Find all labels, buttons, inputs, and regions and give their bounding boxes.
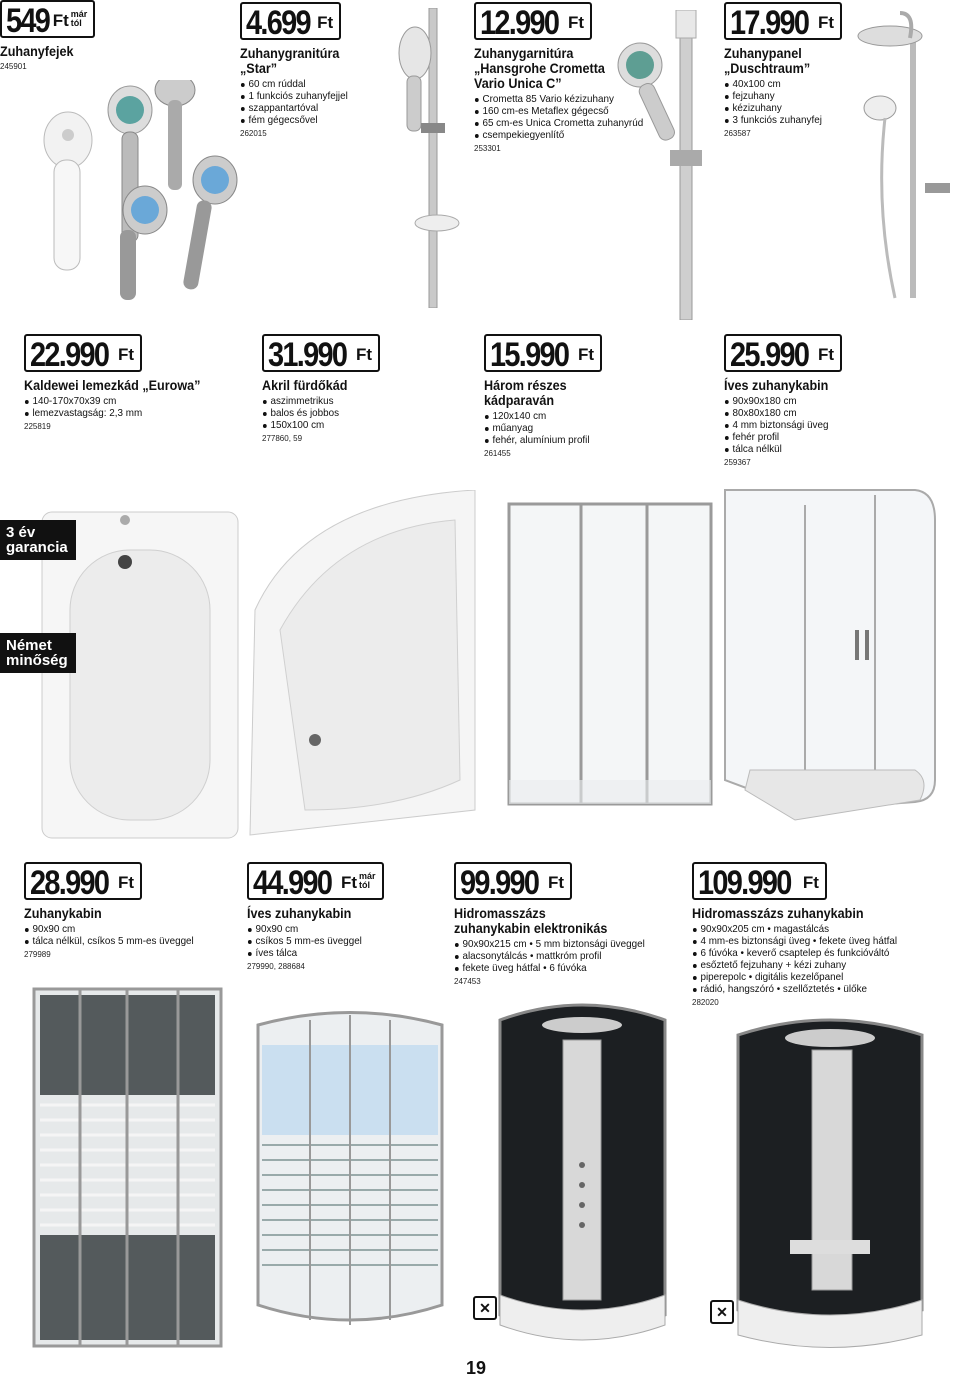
feature-item: lemezvastagság: 2,3 mm bbox=[24, 407, 208, 419]
price-tag bbox=[474, 2, 592, 40]
product-title: Kaldewei lemezkád „Eurowa” bbox=[24, 377, 201, 393]
shower-panel-duschtraum-image bbox=[855, 8, 955, 308]
shower-heads-image bbox=[20, 80, 240, 305]
price-tag bbox=[484, 334, 602, 372]
feature-list bbox=[692, 923, 910, 995]
product-title: Zuhanykabin bbox=[24, 905, 102, 921]
feature-item: 90x90x180 cm bbox=[724, 395, 835, 407]
price-currency: Ft bbox=[818, 13, 835, 32]
feature-list bbox=[240, 78, 355, 126]
price-tag bbox=[692, 862, 827, 900]
feature-item: 80x80x180 cm bbox=[724, 407, 835, 419]
feature-list bbox=[724, 78, 842, 126]
product-code: 262015 bbox=[240, 129, 267, 138]
feature-item: 60 cm rúddal bbox=[240, 78, 348, 90]
feature-list bbox=[454, 938, 657, 974]
product-title: Akril fürdőkád bbox=[262, 377, 348, 393]
price-currency: Ft bbox=[118, 873, 135, 892]
hydromassage-cabin-image bbox=[730, 1010, 930, 1355]
product-zuhanykabin bbox=[24, 862, 205, 960]
product-title: Íves zuhanykabin bbox=[247, 905, 352, 921]
feature-item: 90x90x205 cm • magastálcás bbox=[692, 923, 897, 935]
product-code: 282020 bbox=[692, 998, 719, 1007]
product-zuhanygranitura-star bbox=[240, 2, 355, 139]
feature-item: 90x90 cm bbox=[247, 923, 375, 935]
price-currency: Ft bbox=[52, 11, 69, 30]
page-number: 19 bbox=[466, 1358, 487, 1378]
price-value: 549 bbox=[6, 2, 50, 40]
feature-item: kézizuhany bbox=[724, 102, 835, 114]
product-code: 279989 bbox=[24, 950, 51, 959]
price-tag bbox=[454, 862, 572, 900]
curved-shower-cabin-striped-image bbox=[250, 1005, 450, 1345]
price-tag bbox=[24, 334, 142, 372]
feature-item: 40x100 cm bbox=[724, 78, 835, 90]
product-code: 247453 bbox=[454, 977, 481, 986]
price-tag bbox=[262, 334, 380, 372]
price-value: 4.699 bbox=[246, 4, 310, 42]
price-from-mark: már tól bbox=[70, 9, 88, 28]
price-value: 17.990 bbox=[730, 4, 809, 42]
price-currency: Ft bbox=[578, 345, 595, 364]
price-currency: Ft bbox=[118, 345, 135, 364]
price-value: 25.990 bbox=[730, 336, 809, 374]
product-zuhanyfejek bbox=[0, 0, 95, 72]
product-code: 225819 bbox=[24, 422, 51, 431]
price-currency: Ft bbox=[548, 873, 565, 892]
feature-item: fejzuhany bbox=[724, 90, 835, 102]
feature-item: rádió, hangszóró • szellőztetés • ülőke bbox=[692, 983, 897, 995]
feature-item: fekete üveg hátfal • 6 fúvóka bbox=[454, 962, 645, 974]
price-tag bbox=[724, 2, 842, 40]
feature-item: szappantartóval bbox=[240, 102, 348, 114]
bath-screen-image bbox=[505, 500, 715, 810]
product-title: Három részes kádparaván bbox=[484, 377, 567, 408]
feature-item: piperepolc • digitális kezelőpanel bbox=[692, 971, 897, 983]
feature-item: 4 mm-es biztonsági üveg • fekete üveg hátfal bbox=[692, 935, 897, 947]
feature-item: aszimmetrikus bbox=[262, 395, 373, 407]
shower-set-hansgrohe-image bbox=[610, 10, 720, 320]
shower-set-star-image bbox=[375, 8, 470, 308]
feature-item: Crometta 85 Vario kézizuhany bbox=[474, 93, 643, 105]
feature-item: csempekiegyenlítő bbox=[474, 129, 643, 141]
product-code: 259367 bbox=[724, 458, 751, 467]
price-tag bbox=[240, 2, 341, 40]
feature-item: 120x140 cm bbox=[484, 410, 595, 422]
price-value: 12.990 bbox=[480, 4, 559, 42]
product-title: Íves zuhanykabin bbox=[724, 377, 829, 393]
feature-item: esőztető fejzuhany + kézi zuhany bbox=[692, 959, 897, 971]
quality-badge: Német minőség bbox=[0, 633, 76, 673]
feature-item: 160 cm-es Metaflex gégecső bbox=[474, 105, 643, 117]
feature-item: 90x90 cm bbox=[24, 923, 194, 935]
product-duschtraum-panel bbox=[724, 2, 842, 139]
price-value: 15.990 bbox=[490, 336, 569, 374]
product-code: 261455 bbox=[484, 449, 511, 458]
installation-service-icon-2: ✕ bbox=[710, 1300, 734, 1324]
feature-item: tálca nélkül bbox=[724, 443, 835, 455]
product-ives-zuhanykabin-1 bbox=[724, 334, 842, 468]
feature-item: íves tálca bbox=[247, 947, 375, 959]
product-ives-zuhanykabin-2 bbox=[247, 862, 384, 972]
feature-item: 90x90x215 cm • 5 mm biztonsági üveggel bbox=[454, 938, 645, 950]
price-from-mark: már tól bbox=[359, 871, 376, 890]
price-currency: Ft bbox=[356, 345, 373, 364]
product-code: 279990, 288684 bbox=[247, 962, 305, 971]
feature-list bbox=[262, 395, 380, 431]
feature-item: 3 funkciós zuhanyfej bbox=[724, 114, 835, 126]
product-code: 263587 bbox=[724, 129, 751, 138]
quadrant-shower-cabin-image bbox=[715, 480, 940, 840]
product-kadparavan bbox=[484, 334, 602, 459]
price-currency: Ft bbox=[818, 345, 835, 364]
installation-service-icon: ✕ bbox=[473, 1296, 497, 1320]
price-value: 22.990 bbox=[30, 336, 109, 374]
price-value: 31.990 bbox=[268, 336, 347, 374]
hydromassage-cabin-electronic-image bbox=[495, 995, 670, 1350]
price-tag bbox=[247, 862, 384, 900]
product-kaldewei-lemezkad bbox=[24, 334, 220, 432]
price-currency: Ft bbox=[317, 13, 334, 32]
square-shower-cabin-striped-image bbox=[30, 985, 225, 1350]
product-hidromasszazs-zuhanykabin bbox=[692, 862, 910, 1008]
feature-list bbox=[247, 923, 384, 959]
warranty-badge: 3 év garancia bbox=[0, 520, 76, 560]
price-value: 99.990 bbox=[460, 864, 539, 902]
price-value: 28.990 bbox=[30, 864, 109, 902]
feature-item: műanyag bbox=[484, 422, 595, 434]
feature-item: 65 cm-es Unica Crometta zuhanyrúd bbox=[474, 117, 643, 129]
feature-item: csíkos 5 mm-es üveggel bbox=[247, 935, 375, 947]
feature-item: 140-170x70x39 cm bbox=[24, 395, 208, 407]
feature-item: 6 fúvóka • keverő csaptelep és funkcióváltó bbox=[692, 947, 897, 959]
feature-list bbox=[24, 923, 205, 947]
feature-item: 150x100 cm bbox=[262, 419, 373, 431]
feature-list bbox=[724, 395, 842, 455]
product-akril-furdokad bbox=[262, 334, 380, 444]
feature-list bbox=[484, 410, 602, 446]
price-tag bbox=[0, 0, 95, 38]
feature-item: tálca nélkül, csíkos 5 mm-es üveggel bbox=[24, 935, 194, 947]
price-currency: Ft bbox=[341, 873, 358, 892]
acrylic-bathtub-image bbox=[245, 490, 480, 845]
product-code: 277860, 59 bbox=[262, 434, 303, 443]
feature-list bbox=[24, 395, 220, 419]
product-code: 245901 bbox=[0, 62, 27, 71]
feature-item: fehér, alumínium profil bbox=[484, 434, 595, 446]
product-title: Zuhanypanel „Duschtraum” bbox=[724, 45, 811, 76]
price-currency: Ft bbox=[802, 873, 819, 892]
product-title: Hidromasszázs zuhanykabin bbox=[692, 905, 864, 921]
feature-item: balos és jobbos bbox=[262, 407, 373, 419]
product-title: Zuhanygranitúra „Star” bbox=[240, 45, 340, 76]
feature-item: fém gégecsővel bbox=[240, 114, 348, 126]
price-tag bbox=[24, 862, 142, 900]
product-code: 253301 bbox=[474, 144, 501, 153]
product-hidromasszazs-elektronikas bbox=[454, 862, 657, 987]
price-currency: Ft bbox=[568, 13, 585, 32]
price-tag bbox=[724, 334, 842, 372]
feature-item: 4 mm biztonsági üveg bbox=[724, 419, 835, 431]
feature-item: fehér profil bbox=[724, 431, 835, 443]
feature-item: alacsonytálcás • mattkróm profil bbox=[454, 950, 645, 962]
feature-item: 1 funkciós zuhanyfejjel bbox=[240, 90, 348, 102]
price-value: 44.990 bbox=[253, 864, 332, 902]
product-title: Zuhanygarnitúra „Hansgrohe Crometta Vario Unica C” bbox=[474, 45, 605, 91]
product-title: Hidromasszázs zuhanykabin elektronikás bbox=[454, 905, 608, 936]
product-title: Zuhanyfejek bbox=[0, 43, 74, 59]
price-value: 109.990 bbox=[698, 864, 791, 902]
